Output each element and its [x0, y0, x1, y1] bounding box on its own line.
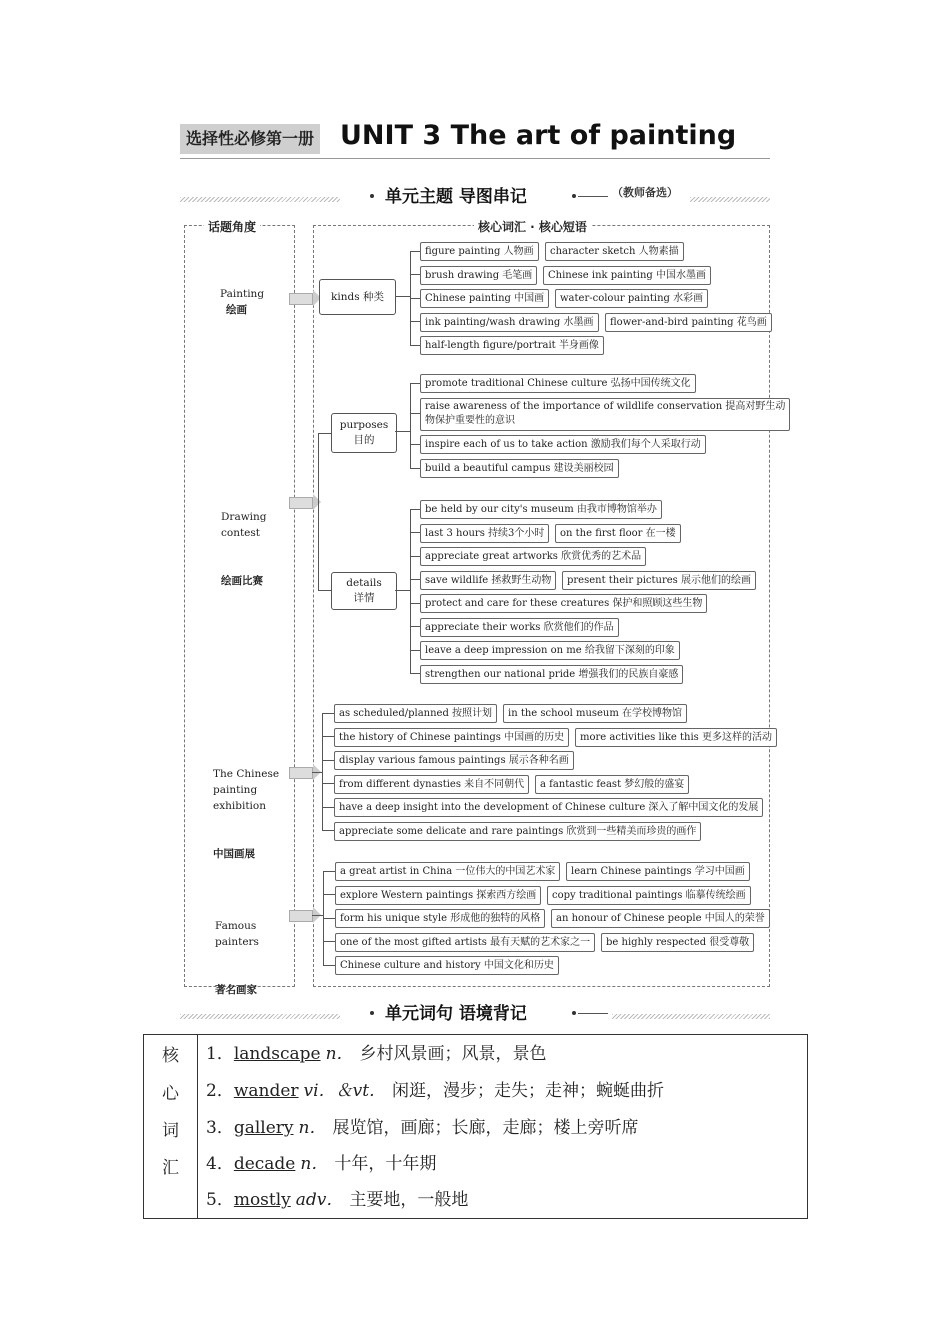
- topic-en: Drawing contest: [221, 511, 267, 539]
- phrase-box: display various famous paintings 展示各种名画: [334, 751, 574, 770]
- connector-line: [312, 915, 323, 916]
- vocab-num: 1．: [206, 1044, 234, 1064]
- phrase-box: explore Western paintings 探索西方绘画: [335, 886, 541, 905]
- branch-line: [322, 807, 334, 808]
- phrase-box: Chinese ink painting 中国水墨画: [543, 266, 711, 285]
- hatch-divider: [180, 1014, 340, 1019]
- branch-line: [323, 871, 335, 872]
- phrase-box: strengthen our national pride 增强我们的民族自豪感: [420, 665, 683, 684]
- section-note: （教师备选）: [612, 186, 678, 199]
- connector-line: [318, 590, 331, 591]
- vocab-row: [206, 1185, 468, 1210]
- branch-line: [410, 298, 420, 299]
- phrase-box: be highly respected 很受尊敬: [601, 933, 754, 952]
- arrow-icon: [289, 497, 313, 509]
- vocab-meaning: 乡村风景画；风景，景色: [359, 1044, 547, 1064]
- phrase-box: appreciate great artworks 欣赏优秀的艺术品: [420, 547, 646, 566]
- phrase-box: be held by our city's museum 由我市博物馆举办: [420, 500, 662, 519]
- trunk-line: [322, 713, 323, 831]
- trunk-line: [410, 383, 411, 468]
- branch-line: [410, 251, 420, 252]
- vocab-panel-label: 核心词汇 · 核心短语: [474, 218, 591, 235]
- phrase-box: promote traditional Chinese culture 弘扬中国传统文化: [420, 374, 696, 393]
- arrow-icon: [289, 767, 313, 779]
- branch-line: [322, 783, 334, 784]
- trunk-line: [410, 509, 411, 674]
- phrase-box: ink painting/wash drawing 水墨画: [420, 313, 599, 332]
- branch-line: [410, 444, 420, 445]
- topic-cn: 绘画比赛: [221, 575, 263, 587]
- topic-cn: 著名画家: [215, 984, 257, 996]
- topic-famous-painters: [215, 886, 259, 1014]
- branch-line: [410, 274, 420, 275]
- vocab-pos: adv．: [295, 1190, 344, 1210]
- phrase-box: have a deep insight into the development of Chinese culture 深入了解中国文化的发展: [334, 798, 763, 817]
- branch-line: [323, 965, 335, 966]
- phrase-box: flower-and-bird painting 花鸟画: [605, 313, 772, 332]
- branch-line: [323, 918, 335, 919]
- branch-line: [410, 383, 420, 384]
- vocab-row: [206, 1113, 638, 1138]
- arrow-icon: [289, 293, 313, 305]
- branch-line: [322, 736, 334, 737]
- phrase-box: save wildlife 拯救野生动物: [420, 571, 556, 590]
- bullet-dot: [370, 1011, 374, 1015]
- branch-line: [410, 579, 420, 580]
- topic-en: Painting: [220, 288, 265, 300]
- branch-line: [410, 673, 420, 674]
- category-label: kinds 种类: [331, 290, 384, 303]
- vocab-word: mostly: [233, 1190, 291, 1210]
- vocab-row: [206, 1076, 664, 1101]
- header-char: 核: [162, 1046, 179, 1066]
- branch-line: [410, 603, 420, 604]
- phrase-box: from different dynasties 来自不同朝代: [334, 775, 529, 794]
- phrase-box: form his unique style 形成他的独特的风格: [335, 909, 545, 928]
- phrase-box: learn Chinese paintings 学习中国画: [566, 862, 750, 881]
- vocab-row: [206, 1149, 436, 1174]
- vocab-pos: n．: [325, 1044, 354, 1064]
- phrase-box: protect and care for these creatures 保护和照顾这些生物: [420, 594, 707, 613]
- branch-line: [323, 941, 335, 942]
- vocab-meaning: 主要地，一般地: [349, 1190, 469, 1210]
- vocab-word: landscape: [233, 1044, 321, 1064]
- phrase-box: appreciate some delicate and rare paintings 欣赏到一些精美而珍贵的画作: [334, 822, 701, 841]
- branch-line: [322, 830, 334, 831]
- topic-cn: 中国画展: [213, 848, 255, 860]
- phrase-box: character sketch 人物素描: [545, 242, 684, 261]
- category-label: purposes 目的: [339, 419, 389, 446]
- phrase-box: brush drawing 毛笔画: [420, 266, 537, 285]
- vocab-word: gallery: [233, 1118, 294, 1138]
- phrase-box: a fantastic feast 梦幻般的盛宴: [535, 775, 689, 794]
- header-char: 汇: [162, 1158, 179, 1178]
- header-char: 词: [162, 1121, 179, 1141]
- trunk-line: [323, 871, 324, 965]
- branch-line: [322, 713, 334, 714]
- branch-line: [410, 532, 420, 533]
- branch-line: [322, 760, 334, 761]
- vocab-num: 3．: [206, 1118, 234, 1138]
- phrase-box: more activities like this 更多这样的活动: [575, 728, 777, 747]
- phrase-box: present their pictures 展示他们的绘画: [562, 571, 756, 590]
- branch-line: [410, 556, 420, 557]
- hatch-divider: [612, 1014, 770, 1019]
- title-line: [578, 196, 608, 197]
- vocab-meaning: 十年，十年期: [334, 1154, 437, 1174]
- phrase-box: the history of Chinese paintings 中国画的历史: [334, 728, 569, 747]
- connector-line: [395, 590, 410, 591]
- phrase-box: in the school museum 在学校博物馆: [503, 704, 687, 723]
- topic-en: The Chinese painting exhibition: [213, 768, 280, 812]
- phrase-box: leave a deep impression on me 给我留下深刻的印象: [420, 641, 680, 660]
- hatch-divider: [690, 197, 770, 202]
- connector-line: [395, 431, 410, 432]
- phrase-box: an honour of Chinese people 中国人的荣誉: [551, 909, 770, 928]
- phrase-box: appreciate their works 欣赏他们的作品: [420, 618, 619, 637]
- topic-exhibition: [213, 734, 279, 878]
- branch-line: [410, 413, 420, 414]
- phrase-box: one of the most gifted artists 最有天赋的艺术家之一: [335, 933, 595, 952]
- vocab-table-header-col: [144, 1035, 198, 1218]
- category-kinds: [319, 279, 396, 315]
- vocab-row: [206, 1039, 547, 1064]
- bullet-dot: [572, 1011, 576, 1015]
- connector-line: [318, 433, 331, 434]
- section-title: 单元词句 语境背记: [385, 1004, 527, 1024]
- topic-drawing-contest: [221, 477, 267, 605]
- vocab-meaning: 展览馆，画廊；长廊，走廊；楼上旁听席: [332, 1118, 639, 1138]
- branch-line: [410, 321, 420, 322]
- vocab-pos: n．: [298, 1118, 327, 1138]
- phrase-box: a great artist in China 一位伟大的中国艺术家: [335, 862, 560, 881]
- bullet-dot: [370, 194, 374, 198]
- trunk-line: [410, 251, 411, 345]
- book-tag: 选择性必修第一册: [180, 124, 320, 154]
- vocab-pos: n．: [300, 1154, 329, 1174]
- vocab-table: [143, 1034, 808, 1219]
- phrase-box: Chinese painting 中国画: [420, 289, 549, 308]
- connector-line: [312, 772, 322, 773]
- vocab-meaning: 闲逛，漫步；走失；走神；蜿蜒曲折: [392, 1081, 665, 1101]
- topic-painting: [220, 286, 264, 318]
- branch-line: [410, 468, 420, 469]
- header-rule: [180, 158, 770, 159]
- phrase-box: figure painting 人物画: [420, 242, 539, 261]
- phrase-box: water-colour painting 水彩画: [555, 289, 708, 308]
- vocab-pos: vi．＆vt．: [303, 1081, 387, 1101]
- unit-title: UNIT 3 The art of painting: [340, 120, 737, 151]
- branch-line: [323, 894, 335, 895]
- topic-cn: 绘画: [226, 304, 247, 316]
- connector-line: [395, 296, 410, 297]
- vocab-num: 5．: [206, 1190, 234, 1210]
- phrase-box: inspire each of us to take action 激励我们每个人采取行动: [420, 435, 706, 454]
- phrase-box: raise awareness of the importance of wildlife conservation 提高对野生动 物保护重要性的意识: [420, 398, 790, 431]
- phrase-box: last 3 hours 持续3个小时: [420, 524, 549, 543]
- arrow-icon: [289, 910, 313, 922]
- phrase-box: as scheduled/planned 按照计划: [334, 704, 497, 723]
- phrase-box: build a beautiful campus 建设美丽校园: [420, 459, 619, 478]
- branch-line: [410, 626, 420, 627]
- branch-line: [410, 509, 420, 510]
- phrase-box: half-length figure/portrait 半身画像: [420, 336, 604, 355]
- bullet-dot: [572, 194, 576, 198]
- phrase-box: on the first floor 在一楼: [555, 524, 681, 543]
- category-purposes: [331, 413, 397, 453]
- branch-line: [410, 345, 420, 346]
- topic-en: Famous painters: [215, 920, 259, 948]
- branch-line: [410, 650, 420, 651]
- title-line: [578, 1013, 608, 1014]
- vocab-word: decade: [233, 1154, 296, 1174]
- vocab-num: 2．: [206, 1081, 234, 1101]
- hatch-divider: [180, 197, 340, 202]
- connector-line: [318, 433, 319, 590]
- phrase-box: copy traditional paintings 临摹传统绘画: [547, 886, 751, 905]
- category-label: details 详情: [346, 577, 382, 604]
- header-char: 心: [162, 1084, 179, 1104]
- category-details: [331, 572, 397, 610]
- vocab-num: 4．: [206, 1154, 234, 1174]
- vocab-word: wander: [233, 1081, 299, 1101]
- section-title: 单元主题 导图串记: [385, 187, 527, 207]
- phrase-box: Chinese culture and history 中国文化和历史: [335, 956, 559, 975]
- topic-panel-label: 话题角度: [204, 218, 260, 235]
